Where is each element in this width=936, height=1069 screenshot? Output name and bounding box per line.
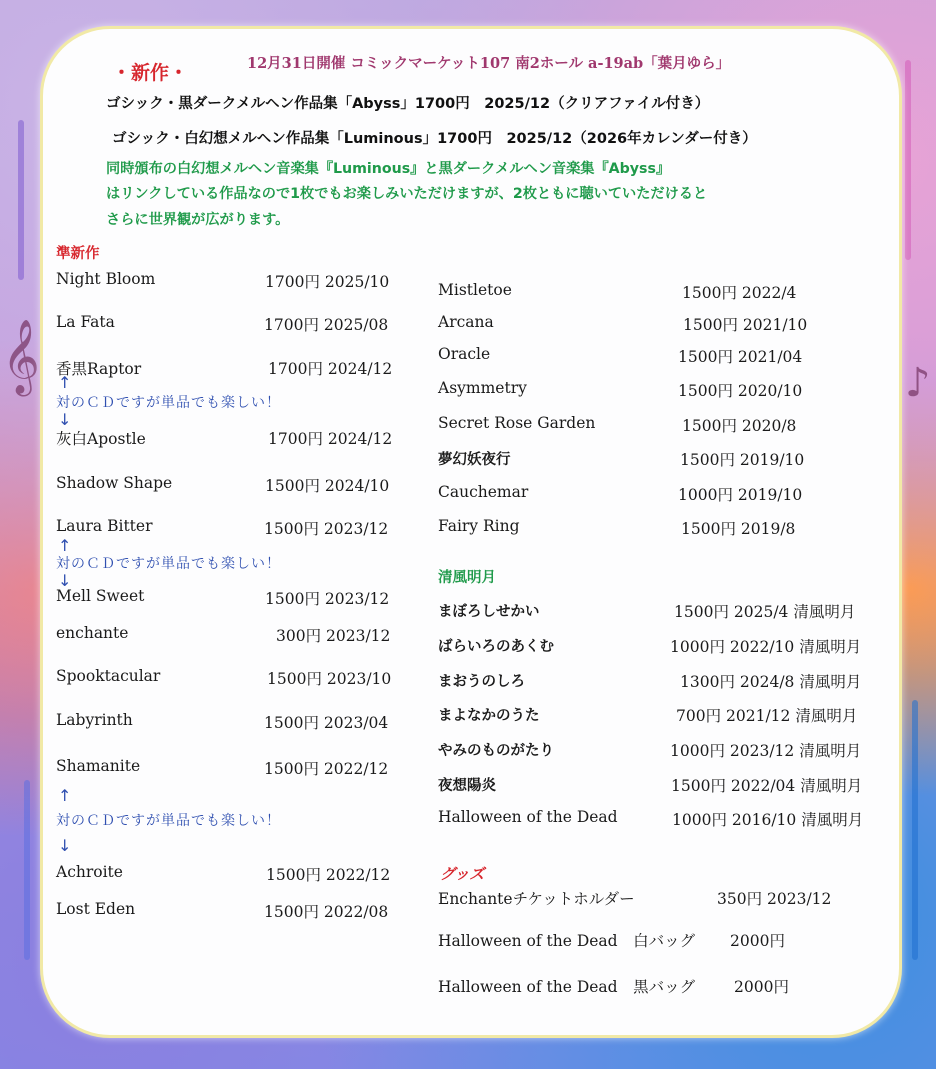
list-item-title: まぼろしせかい <box>438 604 540 620</box>
list-item-title: Cauchemar <box>438 483 529 501</box>
list-item-price: 1700円 2025/10 <box>265 273 390 291</box>
list-item-price: 1000円 2022/10 清風明月 <box>670 638 862 656</box>
list-item-title: Spooktacular <box>56 667 161 685</box>
pair-note: 対のＣＤですが単品でも楽しい！ <box>56 813 281 829</box>
list-item-price: 1500円 2021/10 <box>683 316 808 334</box>
list-item-price: 1500円 2019/10 <box>680 451 805 469</box>
release-abyss: ゴシック・黒ダークメルヘン作品集「Abyss」1700円 2025/12（クリアファイル付き） <box>106 96 710 112</box>
event-info: 12月31日開催 コミックマーケット107 南2ホール a-19ab「葉月ゆら」 <box>247 55 731 72</box>
list-item-price: 1500円 2024/10 <box>265 477 390 495</box>
list-item-price: 1700円 2024/12 <box>268 430 393 448</box>
paint-drip <box>24 780 30 960</box>
list-item-price: 1500円 2021/04 <box>678 348 803 366</box>
list-item-price: 1500円 2019/8 <box>681 520 796 538</box>
paint-drip <box>912 700 918 960</box>
list-item-title: Lost Eden <box>56 900 136 918</box>
list-item-title: Halloween of the Dead 黒バッグ <box>438 978 696 996</box>
paint-drip <box>18 120 24 280</box>
list-item-price: 1500円 2022/04 清風明月 <box>671 777 863 795</box>
semi-new-heading: 準新作 <box>56 246 100 262</box>
arrow-up-icon: ↑ <box>58 373 72 392</box>
list-item-title: まおうのしろ <box>438 674 525 690</box>
list-item-price: 300円 2023/12 <box>276 627 391 645</box>
list-item-price: 1700円 2024/12 <box>268 360 393 378</box>
arrow-up-icon: ↑ <box>58 786 72 805</box>
list-item-title: 香黒Raptor <box>56 360 142 378</box>
list-item-title: Mell Sweet <box>56 587 145 605</box>
list-item-title: 夢幻妖夜行 <box>438 452 511 468</box>
list-item-title: まよなかのうた <box>438 708 540 724</box>
list-item-title: Oracle <box>438 345 491 363</box>
list-item-price: 2000円 <box>734 978 789 996</box>
list-item-price: 1500円 2020/8 <box>682 417 797 435</box>
list-item-price: 1500円 2023/12 <box>264 520 389 538</box>
list-item-price: 700円 2021/12 清風明月 <box>676 707 858 725</box>
list-item-title: Labyrinth <box>56 711 133 729</box>
list-item-title: Fairy Ring <box>438 517 520 535</box>
list-item-price: 1500円 2022/12 <box>266 866 391 884</box>
list-item-price: 1500円 2023/04 <box>264 714 389 732</box>
description-line-2: はリンクしている作品なので1枚でもお楽しみいただけますが、2枚ともに聴いていただけると <box>106 186 708 202</box>
list-item-title: Shadow Shape <box>56 474 173 492</box>
list-item-title: Laura Bitter <box>56 517 153 535</box>
list-item-price: 350円 2023/12 <box>717 890 832 908</box>
arrow-down-icon: ↓ <box>58 836 72 855</box>
release-luminous: ゴシック・白幻想メルヘン作品集「Luminous」1700円 2025/12（2026年カレンダー付き） <box>112 131 757 147</box>
list-item-price: 1000円 2019/10 <box>678 486 803 504</box>
list-item-price: 2000円 <box>730 932 785 950</box>
list-item-title: Secret Rose Garden <box>438 414 596 432</box>
list-item-title: Night Bloom <box>56 270 156 288</box>
list-item-title: Enchanteチケットホルダー <box>438 890 635 908</box>
new-release-label: ・新作・ <box>112 62 189 84</box>
list-item-price: 1500円 2022/08 <box>264 903 389 921</box>
arrow-down-icon: ↓ <box>58 410 72 429</box>
list-item-title: 灰白Apostle <box>56 430 146 448</box>
description-line-1: 同時頒布の白幻想メルヘン音楽集『Luminous』と黒ダークメルヘン音楽集『Abyss』 <box>106 161 671 177</box>
list-item-price: 1500円 2022/12 <box>264 760 389 778</box>
list-item-title: Arcana <box>438 313 494 331</box>
pair-note: 対のＣＤですが単品でも楽しい！ <box>56 395 281 411</box>
list-item-title: Achroite <box>56 863 123 881</box>
goods-heading: グッズ <box>440 865 485 883</box>
list-item-price: 1300円 2024/8 清風明月 <box>680 673 862 691</box>
treble-clef-icon: 𝄞 <box>2 320 40 394</box>
list-item-price: 1000円 2016/10 清風明月 <box>672 811 864 829</box>
list-item-title: Asymmetry <box>438 379 527 397</box>
pair-note: 対のＣＤですが単品でも楽しい！ <box>56 556 281 572</box>
arrow-down-icon: ↓ <box>58 571 72 590</box>
list-item-price: 1500円 2020/10 <box>678 382 803 400</box>
seifu-heading: 清風明月 <box>438 570 496 586</box>
list-item-title: enchante <box>56 624 129 642</box>
list-item-price: 1500円 2023/12 <box>265 590 390 608</box>
list-item-price: 1500円 2025/4 清風明月 <box>674 603 856 621</box>
list-item-title: Mistletoe <box>438 281 512 299</box>
list-item-title: Halloween of the Dead <box>438 808 618 826</box>
description-line-3: さらに世界観が広がります。 <box>106 212 290 228</box>
list-item-title: Shamanite <box>56 757 141 775</box>
list-item-title: やみのものがたり <box>438 743 554 759</box>
arrow-up-icon: ↑ <box>58 536 72 555</box>
list-item-title: ばらいろのあくむ <box>438 639 554 655</box>
list-item-title: 夜想陽炎 <box>438 778 496 794</box>
list-item-title: La Fata <box>56 313 115 331</box>
list-item-price: 1700円 2025/08 <box>264 316 389 334</box>
list-item-price: 1500円 2023/10 <box>267 670 392 688</box>
paint-drip <box>905 60 911 260</box>
list-item-title: Halloween of the Dead 白バッグ <box>438 932 696 950</box>
list-item-price: 1500円 2022/4 <box>682 284 797 302</box>
music-note-icon: ♪ <box>905 360 931 406</box>
list-item-price: 1000円 2023/12 清風明月 <box>670 742 862 760</box>
